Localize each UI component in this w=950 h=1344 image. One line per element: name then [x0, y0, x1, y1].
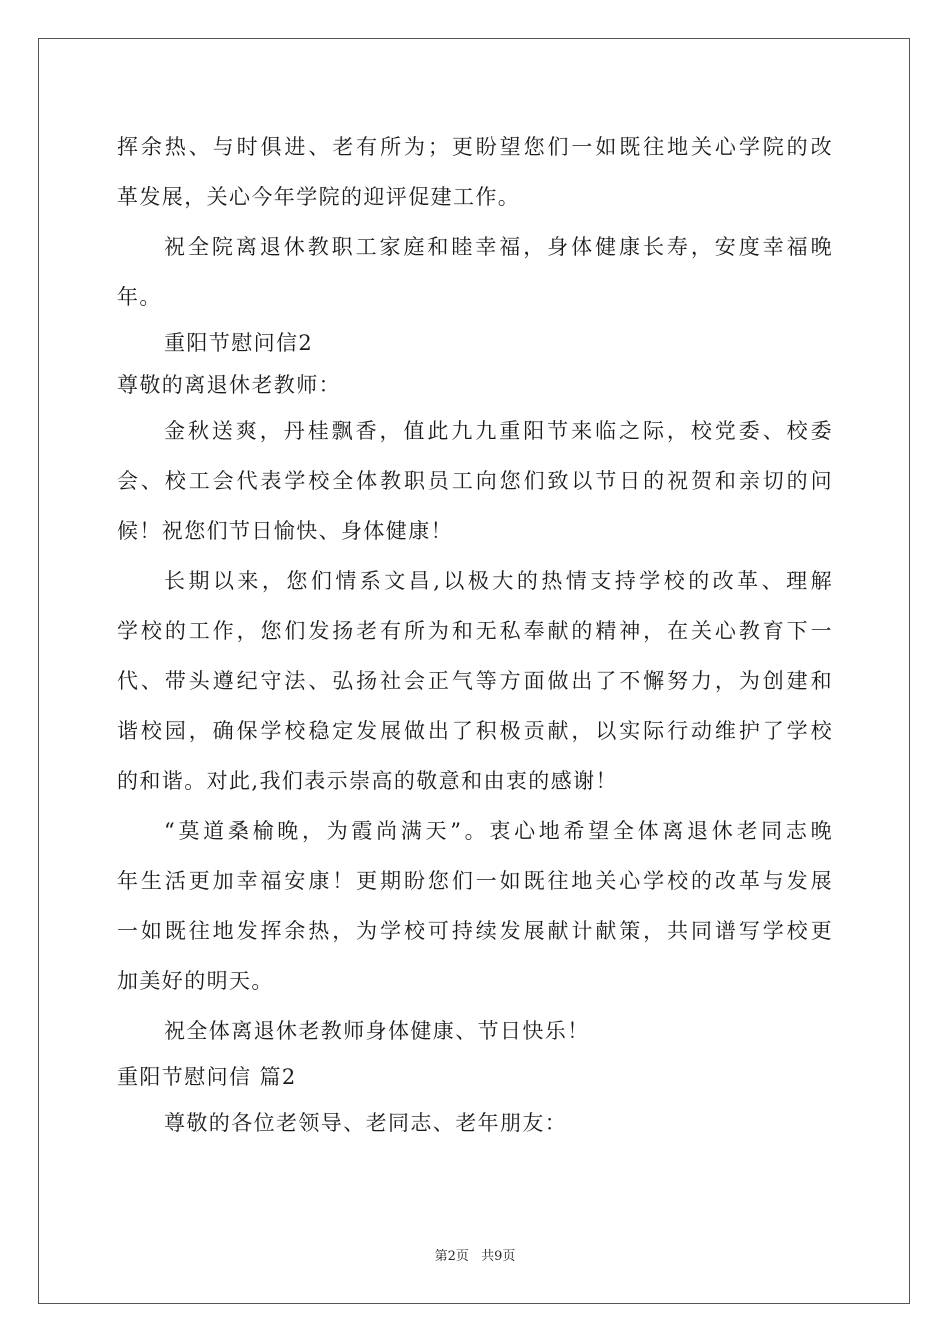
- paragraph-line: 长期以来，您们情系文昌,以极大的热情支持学校的改革、理解: [164, 569, 833, 593]
- paragraph-line: 革发展，关心今年学院的迎评促建工作。: [117, 185, 521, 209]
- closing-wish: 祝全体离退休老教师身体健康、节日快乐！: [164, 1019, 590, 1043]
- paragraph-line: 金秋送爽，丹桂飘香，值此九九重阳节来临之际，校党委、校委: [164, 419, 833, 443]
- paragraph-line: 会、校工会代表学校全体教职员工向您们致以节日的祝贺和亲切的问: [117, 469, 833, 493]
- paragraph-line: 一如既往地发挥余热，为学校可持续发展献计献策，共同谱写学校更: [117, 919, 833, 943]
- paragraph-line: 的和谐。对此,我们表示崇高的敬意和由衷的感谢！: [117, 769, 618, 793]
- paragraph-line: 候！祝您们节日愉快、身体健康！: [117, 519, 453, 543]
- section-heading: 重阳节慰问信2: [164, 331, 314, 355]
- page-number: 第2页: [434, 1249, 469, 1264]
- paragraph-line: 谐校园，确保学校稳定发展做出了积极贡献，以实际行动维护了学校: [117, 719, 833, 743]
- document-body: [117, 122, 833, 1148]
- paragraph-line: 加美好的明天。: [117, 969, 274, 993]
- section-heading: 重阳节慰问信 篇2: [117, 1065, 297, 1089]
- page-footer: [0, 1245, 950, 1264]
- paragraph-line: 年生活更加幸福安康！更期盼您们一如既往地关心学校的改革与发展: [117, 869, 833, 893]
- salutation: 尊敬的离退休老教师：: [117, 373, 341, 397]
- paragraph-line: 祝全院离退休教职工家庭和睦幸福，身体健康长寿，安度幸福晚: [164, 235, 833, 259]
- paragraph-line: 代、带头遵纪守法、弘扬社会正气等方面做出了不懈努力，为创建和: [117, 669, 833, 693]
- page-total: 共9页: [481, 1249, 516, 1264]
- paragraph-line: “莫道桑榆晚，为霞尚满天”。衷心地希望全体离退休老同志晚: [164, 819, 833, 843]
- salutation: 尊敬的各位老领导、老同志、老年朋友：: [164, 1111, 568, 1135]
- paragraph-line: 年。: [117, 285, 162, 309]
- paragraph-line: 挥余热、与时俱进、老有所为；更盼望您们一如既往地关心学院的改: [117, 135, 833, 159]
- paragraph-line: 学校的工作，您们发扬老有所为和无私奉献的精神，在关心教育下一: [117, 619, 833, 643]
